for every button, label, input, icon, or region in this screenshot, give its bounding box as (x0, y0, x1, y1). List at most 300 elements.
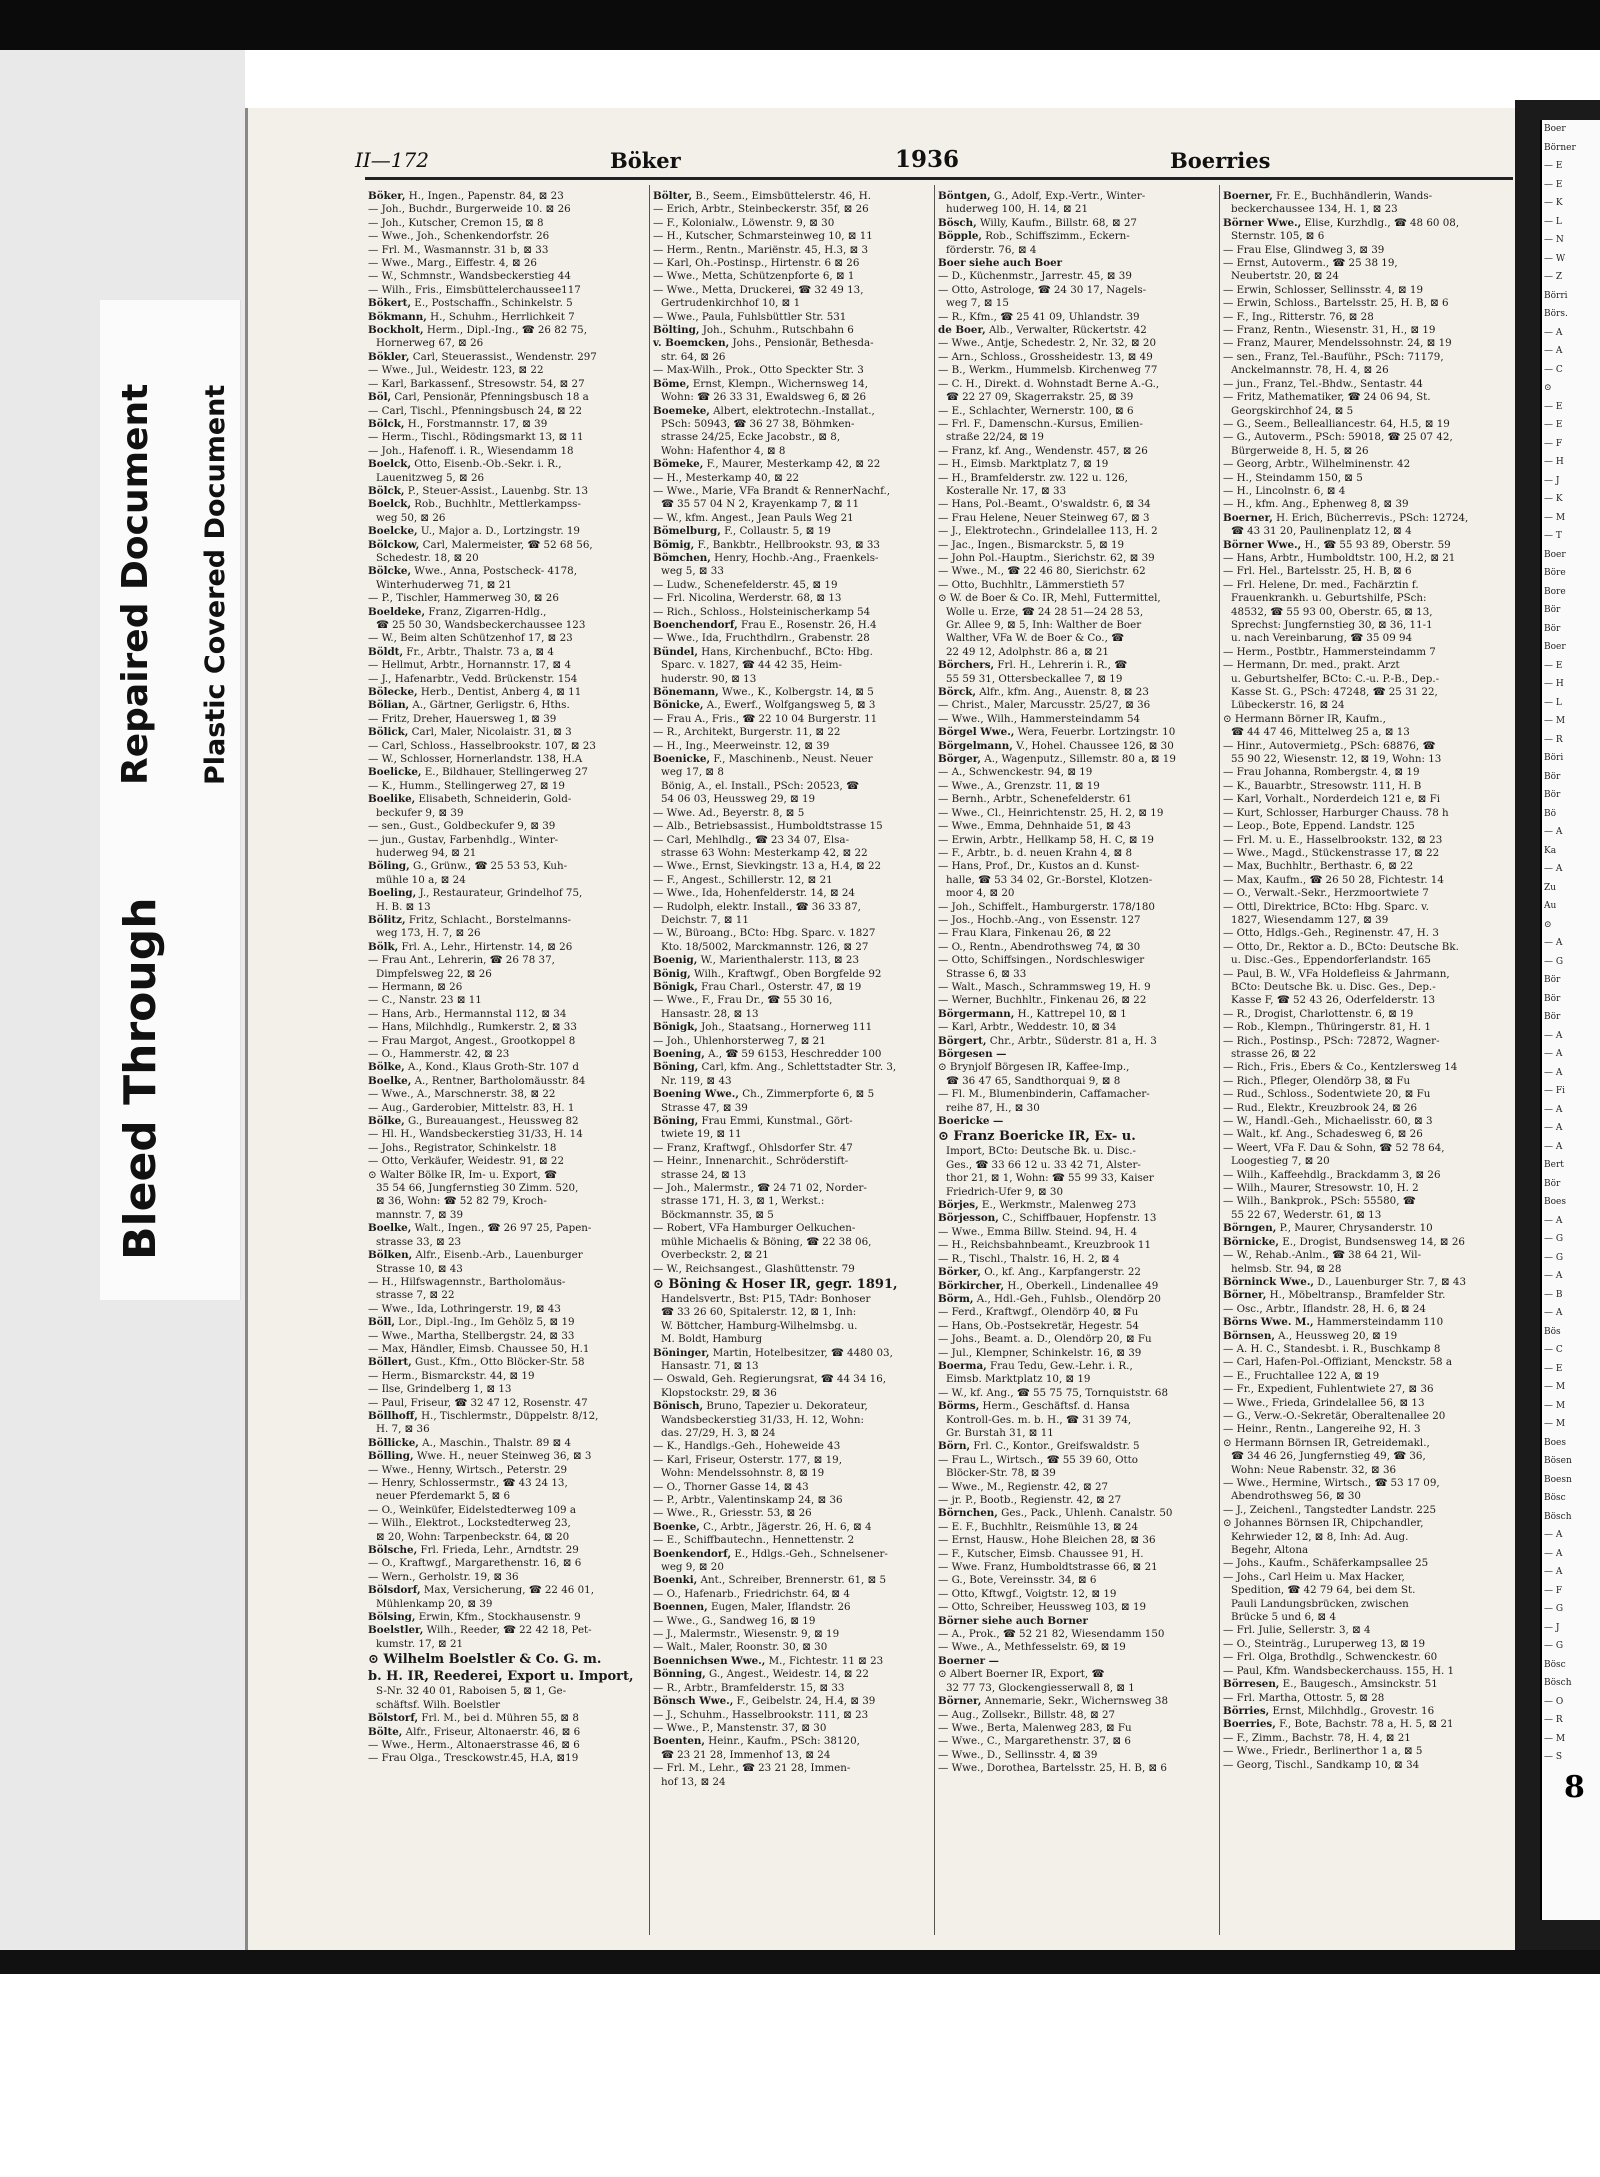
adjacent-page-line: — A (1544, 1530, 1563, 1540)
directory-entry: strasse 33, ⊠ 23 (376, 1235, 462, 1248)
adjacent-page-line: — M (1544, 1400, 1566, 1411)
directory-entry: Pauli Landungsbrücken, zwischen (1231, 1597, 1409, 1610)
directory-entry: Börkircher, H., Oberkell., Lindenallee 49 (938, 1279, 1159, 1292)
directory-entry: Boerma, Frau Tedu, Gew.-Lehr. i. R., (938, 1359, 1133, 1372)
directory-entry: Boerries, F., Bote, Bachstr. 78 a, H. 5, ⊠ 21 (1223, 1718, 1454, 1731)
directory-entry: — H., Mesterkamp 40, ⊠ 22 (653, 471, 800, 484)
directory-entry: Strasse 6, ⊠ 33 (946, 967, 1027, 980)
directory-entry: — K., Humm., Stellingerweg 27, ⊠ 19 (368, 779, 565, 792)
directory-entry: — H., Kutscher, Schmarsteinweg 10, ⊠ 11 (653, 230, 873, 243)
adjacent-page-line: — M (1544, 1382, 1566, 1392)
adjacent-page-line: — C (1544, 364, 1563, 375)
directory-entry: Bölitz, Fritz, Schlacht., Borstelmanns- (368, 913, 572, 926)
adjacent-page-line: Boer (1544, 124, 1566, 134)
directory-entry: Mühlenkamp 20, ⊠ 39 (376, 1597, 493, 1610)
directory-entry: Börns Wwe. M., Hammersteindamm 110 (1223, 1316, 1444, 1329)
directory-entry: weg 5, ⊠ 33 (661, 565, 724, 578)
directory-entry: 55 59 31, Ottersbeckallee 7, ⊠ 19 (946, 672, 1123, 685)
directory-entry: Lauenitzweg 5, ⊠ 26 (376, 471, 485, 484)
directory-column-4 (1223, 190, 1509, 1935)
adjacent-page-line: — M (1544, 1419, 1566, 1429)
directory-entry: — Karl, Friseur, Osterstr. 177, ⊠ 19, (653, 1453, 842, 1466)
directory-entry: — Hans, Arb., Hermannstal 112, ⊠ 34 (368, 1007, 567, 1020)
directory-entry: Bönsch Wwe., F., Geibelstr. 24, H.4, ⊠ 39 (653, 1695, 876, 1708)
adjacent-page-line: — E (1544, 161, 1563, 171)
directory-entry: Boennichsen Wwe., M., Fichtestr. 11 ⊠ 23 (653, 1654, 884, 1667)
adjacent-page-line: Bert (1544, 1160, 1564, 1170)
directory-entry: — Hellmut, Arbtr., Hornannstr. 17, ⊠ 4 (368, 659, 572, 672)
directory-entry: — Erwin, Schloss., Bartelsstr. 25, H. B, ⊠ 6 (1223, 297, 1449, 310)
directory-entry: — Frl. M., Lehr., ☎ 23 21 28, Immen- (653, 1762, 851, 1775)
directory-entry: Nr. 119, ⊠ 43 (661, 1074, 732, 1087)
adjacent-page-line: — M (1544, 716, 1566, 726)
directory-entry: Börgelmann, V., Hohel. Chaussee 126, ⊠ 30 (938, 739, 1174, 752)
adjacent-page-line: — A (1544, 1567, 1563, 1577)
directory-entry: — Hl. H., Wandsbeckerstieg 31/33, H. 14 (368, 1128, 583, 1141)
directory-entry: Bölcke, Wwe., Anna, Postscheck- 4178, (368, 565, 577, 578)
adjacent-page-line: — A (1544, 1308, 1563, 1318)
directory-entry: Bönig, Wilh., Kraftwgf., Oben Borgfelde 92 (653, 967, 882, 980)
directory-entry: Kehrwieder 12, ⊠ 8, Inh: Ad. Aug. (1231, 1530, 1409, 1543)
directory-entry: Gr. Allee 9, ⊠ 5, Inh: Walther de Boer (946, 619, 1142, 631)
adjacent-page-line: — G (1544, 1252, 1564, 1263)
adjacent-page-line: — E (1544, 420, 1563, 430)
directory-entry: — Franz, Rentn., Wiesenstr. 31, H., ⊠ 19 (1223, 324, 1436, 337)
adjacent-page-line: — N (1544, 235, 1564, 245)
directory-entry: — Wilh., Fris., Eimsbüttelerchaussee117 (368, 283, 581, 296)
directory-entry: — Carl, Mehlhdlg., ☎ 23 34 07, Elsa- (653, 833, 850, 846)
directory-entry: Sparc. v. 1827, ☎ 44 42 35, Heim- (661, 659, 843, 672)
directory-entry: — Fl. M., Blumenbinderin, Caffamacher- (938, 1088, 1150, 1101)
directory-entry: Wandsbeckerstieg 31/33, H. 12, Wohn: (661, 1413, 864, 1426)
page-reference: II—172 (355, 148, 429, 172)
directory-entry: — Wwe., Marie, VFa Brandt & RennerNachf., (653, 484, 891, 497)
adjacent-page-line: Bör (1544, 975, 1561, 985)
directory-entry: — Frau A., Fris., ☎ 22 10 04 Burgerstr. 11 (653, 712, 878, 725)
directory-entry: — Wwe., D., Sellinsstr. 4, ⊠ 39 (938, 1748, 1098, 1761)
directory-entry: — Leop., Bote, Eppend. Landstr. 125 (1223, 820, 1415, 833)
directory-entry: — Frl. Hel., Bartelsstr. 25, H. B, ⊠ 6 (1223, 565, 1412, 578)
directory-entry: — Wilh., Maurer, Stresowstr. 10, H. 2 (1223, 1182, 1419, 1195)
directory-entry: — Rudolph, elektr. Install., ☎ 36 33 87, (653, 900, 861, 913)
adjacent-page-line: — M (1544, 1733, 1566, 1744)
adjacent-page-line: — E (1544, 179, 1563, 190)
directory-entry: — Joh., Malermstr., ☎ 24 71 02, Norder- (653, 1182, 867, 1195)
directory-entry: — H., Bramfelderstr. zw. 122 u. 126, (938, 471, 1128, 484)
directory-entry: — Wwe., Henny, Wirtsch., Peterstr. 29 (368, 1463, 568, 1476)
directory-entry: huderweg 94, ⊠ 21 (376, 846, 477, 859)
adjacent-page-line: Zu (1544, 882, 1557, 893)
directory-entry: — Jac., Ingen., Bismarckstr. 5, ⊠ 19 (938, 538, 1125, 551)
directory-entry: u. Geburtshelfer, BCto: C.-u. P.-B., Dep.- (1231, 672, 1440, 685)
directory-entry: — O., Weinküfer, Eidelstedterweg 109 a (368, 1503, 576, 1516)
directory-entry: Börnicke, E., Drogist, Bundsensweg 14, ⊠ 26 (1223, 1235, 1465, 1248)
directory-entry: — Herm., Bismarckstr. 44, ⊠ 19 (368, 1369, 535, 1382)
directory-entry: — H., Lincolnstr. 6, ⊠ 4 (1223, 484, 1346, 497)
directory-entry: Strasse 47, ⊠ 39 (661, 1101, 748, 1114)
directory-entry: weg 7, ⊠ 15 (946, 297, 1009, 310)
directory-entry: Bökler, Carl, Steuerassist., Wendenstr. 297 (368, 350, 597, 363)
directory-entry: ⊙ Hermann Börnsen IR, Getreidemakl., (1223, 1436, 1430, 1449)
adjacent-page-line: — A (1544, 1067, 1563, 1078)
directory-entry: — F., Arbtr., b. d. neuen Krahn 4, ⊠ 8 (938, 846, 1133, 859)
directory-entry: — F., Angest., Schillerstr. 12, ⊠ 21 (653, 873, 833, 886)
directory-entry: — Rud., Elektr., Kreuzbrook 24, ⊠ 26 (1223, 1101, 1418, 1114)
adjacent-page-line: Bö (1544, 808, 1557, 819)
directory-entry: Handelsvertr., Bst: P15, TAdr: Bonhoser (661, 1292, 871, 1305)
directory-entry: — Wwe., Paula, Fuhlsbüttler Str. 531 (653, 310, 847, 323)
directory-entry: 55 22 67, Wederstr. 61, ⊠ 13 (1231, 1208, 1382, 1221)
directory-entry: Bölsdorf, Max, Versicherung, ☎ 22 46 01, (368, 1584, 594, 1597)
directory-entry: — Carl, Schloss., Hasselbrookstr. 107, ⊠ 23 (368, 739, 596, 752)
directory-entry: Boennen, Eugen, Maler, Iflandstr. 26 (653, 1601, 851, 1614)
directory-entry: — Frau Klara, Finkenau 26, ⊠ 22 (938, 927, 1112, 940)
directory-entry: strasse 24, ⊠ 13 (661, 1168, 747, 1181)
directory-entry: — R., Arbtr., Bramfelderstr. 15, ⊠ 33 (653, 1681, 845, 1694)
directory-entry: Boelicke, E., Bildhauer, Stellingerweg 27 (368, 766, 588, 779)
directory-entry: Bömchen, Henry, Hochb.-Ang., Fraenkels- (653, 551, 879, 564)
directory-entry: Boericke — (938, 1115, 1004, 1128)
directory-entry: — R., Architekt, Burgerstr. 11, ⊠ 22 (653, 726, 841, 739)
directory-entry: Börnsen, A., Heussweg 20, ⊠ 19 (1223, 1329, 1398, 1342)
directory-entry: Börninck Wwe., D., Lauenburger Str. 7, ⊠ 43 (1223, 1275, 1467, 1288)
directory-entry: — Bernh., Arbtr., Schenefelderstr. 61 (938, 793, 1132, 806)
directory-entry: — Wwe., Cl., Heinrichtenstr. 25, H. 2, ⊠ 19 (938, 806, 1164, 819)
directory-entry: — Osc., Arbtr., Iflandstr. 28, H. 6, ⊠ 24 (1223, 1302, 1426, 1315)
directory-entry: — W., Büroang., BCto: Hbg. Sparc. v. 1827 (653, 927, 876, 940)
directory-entry: Böning, Frau Emmi, Kunstmal., Gört- (653, 1115, 853, 1128)
directory-entry: Böker, H., Ingen., Papenstr. 84, ⊠ 23 (368, 190, 564, 202)
directory-entry: — Frl. M., Wasmannstr. 31 b, ⊠ 33 (368, 243, 549, 256)
directory-entry: schäftsf. Wilh. Boelstler (376, 1698, 501, 1711)
column-divider (649, 185, 650, 1935)
directory-entry: mühle 10 a, ⊠ 24 (376, 873, 466, 886)
adjacent-page-line: Bör (1544, 993, 1561, 1004)
directory-entry: Georgskirchhof 24, ⊠ 5 (1231, 404, 1354, 417)
directory-entry: — W., Handl.-Geh., Michaelisstr. 60, ⊠ 3 (1223, 1115, 1433, 1128)
directory-entry: — K., Bauarbtr., Stresowstr. 111, H. B (1223, 779, 1422, 792)
directory-entry: — Wwe., Marg., Eiffestr. 4, ⊠ 26 (368, 257, 537, 270)
directory-entry: Frauenkrankh. u. Geburtshilfe, PSch: (1231, 592, 1427, 605)
adjacent-page-line: — H (1544, 457, 1564, 467)
adjacent-page-line: — A (1544, 1030, 1563, 1041)
directory-entry: strasse 171, H. 3, ⊠ 1, Werkst.: (661, 1195, 825, 1208)
directory-entry: Bökert, E., Postschaffn., Schinkelstr. 5 (368, 297, 573, 310)
directory-entry: Bölck, H., Forstmannstr. 17, ⊠ 39 (368, 417, 548, 430)
directory-entry: — Paul, B. W., VFa Holdefleiss & Jahrmann, (1223, 967, 1450, 980)
directory-entry: — D., Küchenmstr., Jarrestr. 45, ⊠ 39 (938, 270, 1132, 283)
adjacent-page-line: Bösch (1544, 1678, 1572, 1688)
directory-entry: Boelke, Walt., Ingen., ☎ 26 97 25, Papen- (368, 1222, 592, 1235)
directory-entry: — H., Ing., Meerweinstr. 12, ⊠ 39 (653, 739, 830, 752)
directory-entry: — Wwe., F., Frau Dr., ☎ 55 30 16, (653, 994, 833, 1007)
directory-entry: — R., Drogist, Charlottenstr. 6, ⊠ 19 (1223, 1007, 1414, 1020)
directory-entry: Kto. 18/5002, Marckmannstr. 126, ⊠ 27 (661, 940, 869, 953)
directory-entry: — Otto, Verkäufer, Weidestr. 91, ⊠ 22 (368, 1155, 565, 1168)
directory-entry: — K., Handlgs.-Geh., Hoheweide 43 (653, 1440, 841, 1453)
directory-entry: — Wwe., A., Grenzstr. 11, ⊠ 19 (938, 779, 1100, 792)
adjacent-page-line: Böri (1544, 753, 1564, 763)
directory-entry: — F., Kutscher, Eimsb. Chaussee 91, H. (938, 1547, 1144, 1560)
directory-entry: Boelck, Otto, Eisenb.-Ob.-Sekr. i. R., (368, 458, 562, 471)
directory-entry: Böntgen, G., Adolf, Exp.-Vertr., Winter- (938, 190, 1146, 202)
adjacent-page-line: — E (1544, 660, 1563, 671)
directory-entry: Böll, Lor., Dipl.-Ing., Im Gehölz 5, ⊠ 19 (368, 1316, 575, 1329)
directory-entry: Bölken, Alfr., Eisenb.-Arb., Lauenburger (368, 1249, 583, 1262)
directory-entry: Bönicke, A., Ewerf., Wolfgangsweg 5, ⊠ 3 (653, 699, 876, 712)
directory-entry: — Henry, Schlossermstr., ☎ 43 24 13, (368, 1477, 568, 1489)
directory-entry: 54 06 03, Heussweg 29, ⊠ 19 (661, 793, 816, 806)
directory-entry: — Franz, kf. Ang., Wendenstr. 457, ⊠ 26 (938, 444, 1148, 457)
directory-entry: ☎ 44 47 46, Mittelweg 25 a, ⊠ 13 (1231, 726, 1410, 739)
directory-entry: — Wwe., Ida, Lothringerstr. 19, ⊠ 43 (368, 1302, 561, 1315)
directory-entry: — Aug., Garderobier, Mittelstr. 83, H. 1 (368, 1101, 575, 1114)
directory-entry: Boenig, W., Marienthalerstr. 113, ⊠ 23 (653, 954, 859, 967)
directory-entry: — W., kf. Ang., ☎ 55 75 75, Tornquiststr. 68 (938, 1386, 1168, 1399)
directory-entry: Wohn: Hafenthor 4, ⊠ 8 (661, 444, 786, 457)
directory-entry: Brücke 5 und 6, ⊠ 4 (1231, 1611, 1336, 1624)
directory-entry: — Johs., Carl Heim u. Max Hacker, (1223, 1570, 1405, 1583)
directory-entry: Gr. Burstah 31, ⊠ 11 (946, 1426, 1054, 1439)
adjacent-page-line: — R (1544, 734, 1563, 745)
directory-entry: ☎ 33 26 60, Spitalerstr. 12, ⊠ 1, Inh: (661, 1306, 857, 1319)
directory-entry: Ges., ☎ 33 66 12 u. 33 42 71, Alster- (946, 1158, 1141, 1171)
directory-entry: — Wwe., Metta, Schützenpforte 6, ⊠ 1 (653, 270, 855, 283)
directory-entry: — W., Beim alten Schützenhof 17, ⊠ 23 (368, 632, 573, 645)
directory-entry: — O., Thorner Gasse 14, ⊠ 43 (653, 1480, 809, 1493)
directory-entry: — Wwe., A., Methfesselstr. 69, ⊠ 19 (938, 1641, 1126, 1654)
directory-entry: ⊙ Hermann Börner IR, Kaufm., (1223, 712, 1386, 725)
directory-entry: Börries, Ernst, Milchhdlg., Grovestr. 16 (1223, 1704, 1435, 1717)
directory-entry: — Fr., Expedient, Fuhlentwiete 27, ⊠ 36 (1223, 1383, 1434, 1396)
directory-entry: Winterhuderweg 71, ⊠ 21 (376, 578, 512, 591)
directory-entry: — H., Eimsb. Marktplatz 7, ⊠ 19 (938, 458, 1109, 471)
directory-entry: — Wwe., Joh., Schenkendorfstr. 26 (368, 230, 550, 243)
adjacent-page-line: Bör (1544, 790, 1561, 800)
directory-entry: Neubertstr. 20, ⊠ 24 (1231, 270, 1339, 283)
directory-entry: Bölke, G., Bureauangest., Heussweg 82 (368, 1115, 579, 1128)
directory-entry: — O., Verwalt.-Sekr., Herzmoortwiete 7 (1223, 887, 1429, 900)
directory-entry: — Jul., Klempner, Schinkelstr. 16, ⊠ 39 (938, 1346, 1142, 1359)
adjacent-page-line: — A (1544, 827, 1563, 837)
directory-entry: Wohn: Neue Rabenstr. 32, ⊠ 36 (1231, 1463, 1397, 1476)
directory-entry: — Erwin, Arbtr., Hellkamp 58, H. C, ⊠ 19 (938, 833, 1154, 846)
directory-entry: Import, BCto: Deutsche Bk. u. Disc.- (946, 1145, 1136, 1158)
directory-entry: — Otto, Hdlgs.-Geh., Reginenstr. 47, H. 3 (1223, 927, 1439, 940)
directory-entry: Bölckow, Carl, Malermeister, ☎ 52 68 56, (368, 538, 593, 551)
directory-entry: — P., Tischler, Hammerweg 30, ⊠ 26 (368, 592, 559, 605)
directory-entry: — F., Zimm., Bachstr. 78, H. 4, ⊠ 21 (1223, 1731, 1411, 1744)
directory-entry: — Hermann, ⊠ 26 (368, 980, 463, 993)
directory-entry: — jr. P., Bootb., Regienstr. 42, ⊠ 27 (938, 1494, 1122, 1506)
directory-entry: — Johs., Kaufm., Schäferkampsallee 25 (1223, 1557, 1429, 1570)
directory-entry: Börner, Annemarie, Sekr., Wichernsweg 38 (938, 1695, 1169, 1708)
adjacent-page-line: Boes (1544, 1197, 1566, 1207)
directory-entry: — Hans, Pol.-Beamt., O'swaldstr. 6, ⊠ 34 (938, 498, 1151, 511)
directory-entry: S-Nr. 32 40 01, Raboisen 5, ⊠ 1, Ge- (376, 1685, 567, 1698)
directory-entry: — H., kfm. Ang., Ephenweg 8, ⊠ 39 (1223, 498, 1409, 511)
adjacent-page-line: — A (1544, 1141, 1563, 1152)
directory-entry: — Hans, Arbtr., Humboldtstr. 100, H.2, ⊠ 21 (1223, 551, 1456, 564)
directory-entry: Böllicke, A., Maschin., Thalstr. 89 ⊠ 4 (368, 1436, 572, 1449)
adjacent-page-line: — A (1544, 1123, 1563, 1133)
directory-entry: — Ottl, Direktrice, BCto: Hbg. Sparc. v. (1223, 900, 1430, 913)
directory-entry: — Wwe., Magd., Stückenstrasse 17, ⊠ 22 (1223, 846, 1440, 859)
directory-entry: — H., Steindamm 150, ⊠ 5 (1223, 471, 1363, 484)
directory-entry: — F., Ing., Ritterstr. 76, ⊠ 28 (1223, 310, 1374, 323)
directory-entry: Friedrich-Ufer 9, ⊠ 30 (946, 1185, 1064, 1198)
directory-entry: u. nach Vereinbarung, ☎ 35 09 94 (1231, 632, 1413, 645)
directory-entry: — R., Kfm., ☎ 25 41 09, Uhlandstr. 39 (938, 310, 1140, 323)
directory-entry: 22 49 12, Adolphstr. 86 a, ⊠ 21 (946, 645, 1109, 658)
directory-entry: — G., Seem., Bellealliancestr. 64, H.5, ⊠ 19 (1223, 417, 1450, 430)
directory-entry: — Wwe., Metta, Druckerei, ☎ 32 49 13, (653, 283, 864, 296)
directory-entry: Bönigk, Frau Charl., Osterstr. 47, ⊠ 19 (653, 980, 862, 993)
adjacent-page-line: — J (1544, 1622, 1560, 1633)
directory-entry: — Jos., Hochb.-Ang., von Essenstr. 127 (938, 913, 1141, 926)
directory-entry: — Karl, Vorhalt., Norderdeich 121 e, ⊠ Fi (1223, 793, 1441, 806)
directory-entry: Bönisch, Bruno, Tapezier u. Dekorateur, (653, 1400, 868, 1413)
directory-entry: — Otto, Dr., Rektor a. D., BCto: Deutsche Bk. (1223, 940, 1459, 953)
directory-entry: — Christ., Maler, Marcusstr. 25/27, ⊠ 36 (938, 699, 1151, 712)
adjacent-page-line: — M (1544, 512, 1566, 523)
directory-entry: Deichstr. 7, ⊠ 11 (661, 913, 749, 926)
directory-entry: Boelcke, U., Major a. D., Lortzingstr. 19 (368, 525, 580, 538)
directory-entry: Bölting, Joh., Schuhm., Rutschbahn 6 (653, 324, 854, 337)
directory-entry: — Hans, Milchhdlg., Rumkerstr. 2, ⊠ 33 (368, 1021, 577, 1034)
directory-entry: Sternstr. 105, ⊠ 6 (1231, 230, 1325, 243)
directory-entry: — Walt., Masch., Schrammsweg 19, H. 9 (938, 980, 1151, 993)
directory-entry: — H., Hilfswagennstr., Bartholomäus- (368, 1275, 566, 1288)
directory-entry: — Johs., Registrator, Schinkelstr. 18 (368, 1141, 557, 1154)
adjacent-page-line: — K (1544, 198, 1563, 208)
directory-entry: Börn, Frl. C., Kontor., Greifswaldstr. 5 (938, 1440, 1140, 1453)
directory-entry: Hansastr. 71, ⊠ 13 (661, 1359, 759, 1372)
directory-entry: Bönning, G., Angest., Weidestr. 14, ⊠ 22 (653, 1668, 869, 1681)
directory-entry: — F., Kolonialw., Löwenstr. 9, ⊠ 30 (653, 216, 835, 229)
directory-entry: — Otto, Buchhltr., Lämmerstieth 57 (938, 578, 1125, 591)
directory-entry: Dimpfelsweg 22, ⊠ 26 (376, 967, 492, 980)
directory-entry: — Walt., Maler, Roonstr. 30, ⊠ 30 (653, 1641, 828, 1654)
directory-entry: Boeling, J., Restaurateur, Grindelhof 75, (368, 887, 583, 900)
directory-entry: — Herm., Postbtr., Hammersteindamm 7 (1223, 645, 1436, 658)
directory-entry: Boer siehe auch Boer (938, 257, 1063, 270)
directory-entry: Böpple, Rob., Schiffszimm., Eckern- (938, 230, 1130, 243)
directory-entry: — Frl. F., Damenschn.-Kursus, Emilien- (938, 417, 1143, 430)
directory-entry: Bölstorf, Frl. M., bei d. Mühren 55, ⊠ 8 (368, 1712, 579, 1725)
directory-entry: förderstr. 76, ⊠ 4 (946, 243, 1037, 256)
directory-entry: ☎ 23 21 28, Immenhof 13, ⊠ 24 (661, 1748, 831, 1761)
directory-entry: — B., Werkm., Hummelsb. Kirchenweg 77 (938, 364, 1158, 377)
directory-entry: — J., Hafenarbtr., Vedd. Brückenstr. 154 (368, 672, 578, 685)
directory-entry: — Erwin, Schlosser, Sellinsstr. 4, ⊠ 19 (1223, 283, 1424, 296)
directory-column-1 (368, 190, 649, 1935)
directory-entry: Klopstockstr. 29, ⊠ 36 (661, 1386, 777, 1399)
directory-entry: Bömig, F., Bankbtr., Hellbrookstr. 93, ⊠ 33 (653, 538, 880, 551)
directory-entry: — Georg, Arbtr., Wilhelminenstr. 42 (1223, 458, 1411, 471)
directory-entry: Wohn: Mendelssohnstr. 8, ⊠ 19 (661, 1467, 825, 1480)
directory-entry: — A. H. C., Standesbt. i. R., Buschkamp 8 (1223, 1342, 1441, 1355)
directory-entry: ☎ 36 47 65, Sandthorquai 9, ⊠ 8 (946, 1074, 1121, 1087)
directory-entry: — Arn., Schloss., Grossheidestr. 13, ⊠ 49 (938, 350, 1153, 363)
directory-entry: Böling, G., Grünw., ☎ 25 53 53, Kuh- (368, 860, 568, 873)
directory-entry: — P., Arbtr., Valentinskamp 24, ⊠ 36 (653, 1494, 843, 1506)
adjacent-page-line: — Fi (1544, 1086, 1565, 1096)
directory-entry: — W., kfm. Angest., Jean Pauls Weg 21 (653, 511, 854, 524)
directory-entry: — Wwe., Emma, Dehnhaide 51, ⊠ 43 (938, 820, 1131, 833)
directory-entry: — Frau Helene, Neuer Steinweg 67, ⊠ 3 (938, 511, 1150, 524)
directory-entry: Boelstler, Wilh., Reeder, ☎ 22 42 18, Pet- (368, 1624, 592, 1637)
directory-entry: — G., Bote, Vereinsstr. 34, ⊠ 6 (938, 1574, 1097, 1587)
directory-entry: — Joh., Kutscher, Cremon 15, ⊠ 8 (368, 216, 544, 229)
column-divider (934, 185, 935, 1935)
adjacent-page-line: — E (1544, 401, 1563, 412)
directory-entry: — Joh., Buchdr., Burgerweide 10. ⊠ 26 (368, 203, 571, 216)
directory-entry: Boening, A., ☎ 59 6153, Heschredder 100 (653, 1048, 882, 1060)
directory-entry: mühle Michaelis & Böning, ☎ 22 38 06, (661, 1235, 872, 1248)
directory-entry: Börjes, E., Werkmstr., Malenweg 273 (938, 1199, 1137, 1212)
directory-entry: — C. H., Direkt. d. Wohnstadt Berne A.-G., (938, 377, 1160, 390)
directory-entry: Bökmann, H., Schuhm., Herrlichkeit 7 (368, 310, 575, 323)
directory-entry: 55 90 22, Wiesenstr. 12, ⊠ 19, Wohn: 13 (1231, 753, 1442, 766)
directory-entry: Boenten, Heinr., Kaufm., PSch: 38120, (653, 1735, 860, 1748)
directory-entry: ⊙ Albert Boerner IR, Export, ☎ (938, 1668, 1105, 1681)
directory-entry: Kasse St. G., PSch: 47248, ☎ 25 31 22, (1231, 686, 1438, 699)
adjacent-page-line: — B (1544, 1289, 1563, 1300)
directory-entry: — Hans, Prof., Dr., Kustos an d. Kunst- (938, 860, 1140, 873)
directory-entry: Börresen, E., Baugesch., Amsinckstr. 51 (1223, 1678, 1438, 1691)
directory-entry: Hansastr. 28, ⊠ 13 (661, 1007, 759, 1020)
directory-entry: — Max, Kaufm., ☎ 26 50 28, Fichtestr. 14 (1223, 873, 1444, 886)
header-last-name: Boerries (1170, 148, 1271, 173)
directory-entry: — O., Hammerstr. 42, ⊠ 23 (368, 1048, 510, 1060)
directory-entry: Hornerweg 67, ⊠ 26 (376, 337, 484, 350)
directory-entry: — Frl. Julie, Sellerstr. 3, ⊠ 4 (1223, 1624, 1371, 1637)
directory-entry: — Wwe., A., Marschnerstr. 38, ⊠ 22 (368, 1088, 556, 1101)
directory-entry: — Otto, Schiffsingen., Nordschleswiger (938, 954, 1145, 967)
directory-entry: — Frl. Martha, Ottostr. 5, ⊠ 28 (1223, 1691, 1385, 1704)
directory-entry: 35 54 66, Jungfernstieg 30 Zimm. 520, (376, 1182, 579, 1195)
directory-entry: — Frau L., Wirtsch., ☎ 55 39 60, Otto (938, 1453, 1139, 1466)
directory-entry: Börchers, Frl. H., Lehrerin i. R., ☎ (938, 659, 1128, 672)
adjacent-page-line: Boesn (1544, 1474, 1572, 1485)
page-header (355, 140, 1335, 180)
directory-entry: — Wwe., Frieda, Grindelallee 56, ⊠ 13 (1223, 1396, 1425, 1409)
directory-entry: Overbeckstr. 2, ⊠ 21 (661, 1249, 769, 1262)
directory-entry: Böllhoff, H., Tischlermstr., Düppelstr. 8/12, (368, 1409, 599, 1422)
directory-entry: — Wwe., Herm., Altonaerstrasse 46, ⊠ 6 (368, 1738, 580, 1751)
adjacent-page-lines (1542, 120, 1600, 1767)
directory-entry: — Hans, Ob.-Postsekretär, Hegestr. 54 (938, 1319, 1139, 1332)
directory-entry: ⊙ Franz Boericke IR, Ex- u. (938, 1129, 1136, 1145)
directory-entry: beckufer 9, ⊠ 39 (376, 806, 464, 819)
directory-entry: — Walt., kf. Ang., Schadesweg 6, ⊠ 26 (1223, 1128, 1423, 1141)
directory-entry: — Wern., Gerholstr. 19, ⊠ 36 (368, 1570, 519, 1583)
adjacent-page-line: Böre (1544, 568, 1566, 578)
directory-entry: Boening Wwe., Ch., Zimmerpforte 6, ⊠ 5 (653, 1088, 875, 1101)
scanner-top-band (0, 0, 1600, 50)
adjacent-page-line: — J (1544, 475, 1560, 486)
directory-entry: Börner siehe auch Borner (938, 1614, 1088, 1627)
adjacent-page-line: — F (1544, 1585, 1563, 1596)
scanner-bottom-band (0, 1950, 1600, 1974)
directory-entry: strasse 24/25, Ecke Jacobstr., ⊠ 8, (661, 431, 841, 444)
directory-entry: 1827, Wiesendamm 127, ⊠ 39 (1231, 913, 1389, 926)
directory-entry: — C., Nanstr. 23 ⊠ 11 (368, 994, 482, 1007)
directory-entry: Bölter, B., Seem., Eimsbüttelerstr. 46, H. (653, 190, 871, 202)
directory-entry: — Ernst, Autoverm., ☎ 25 38 19, (1223, 257, 1398, 270)
directory-entry: Eimsb. Marktplatz 10, ⊠ 19 (946, 1373, 1091, 1386)
